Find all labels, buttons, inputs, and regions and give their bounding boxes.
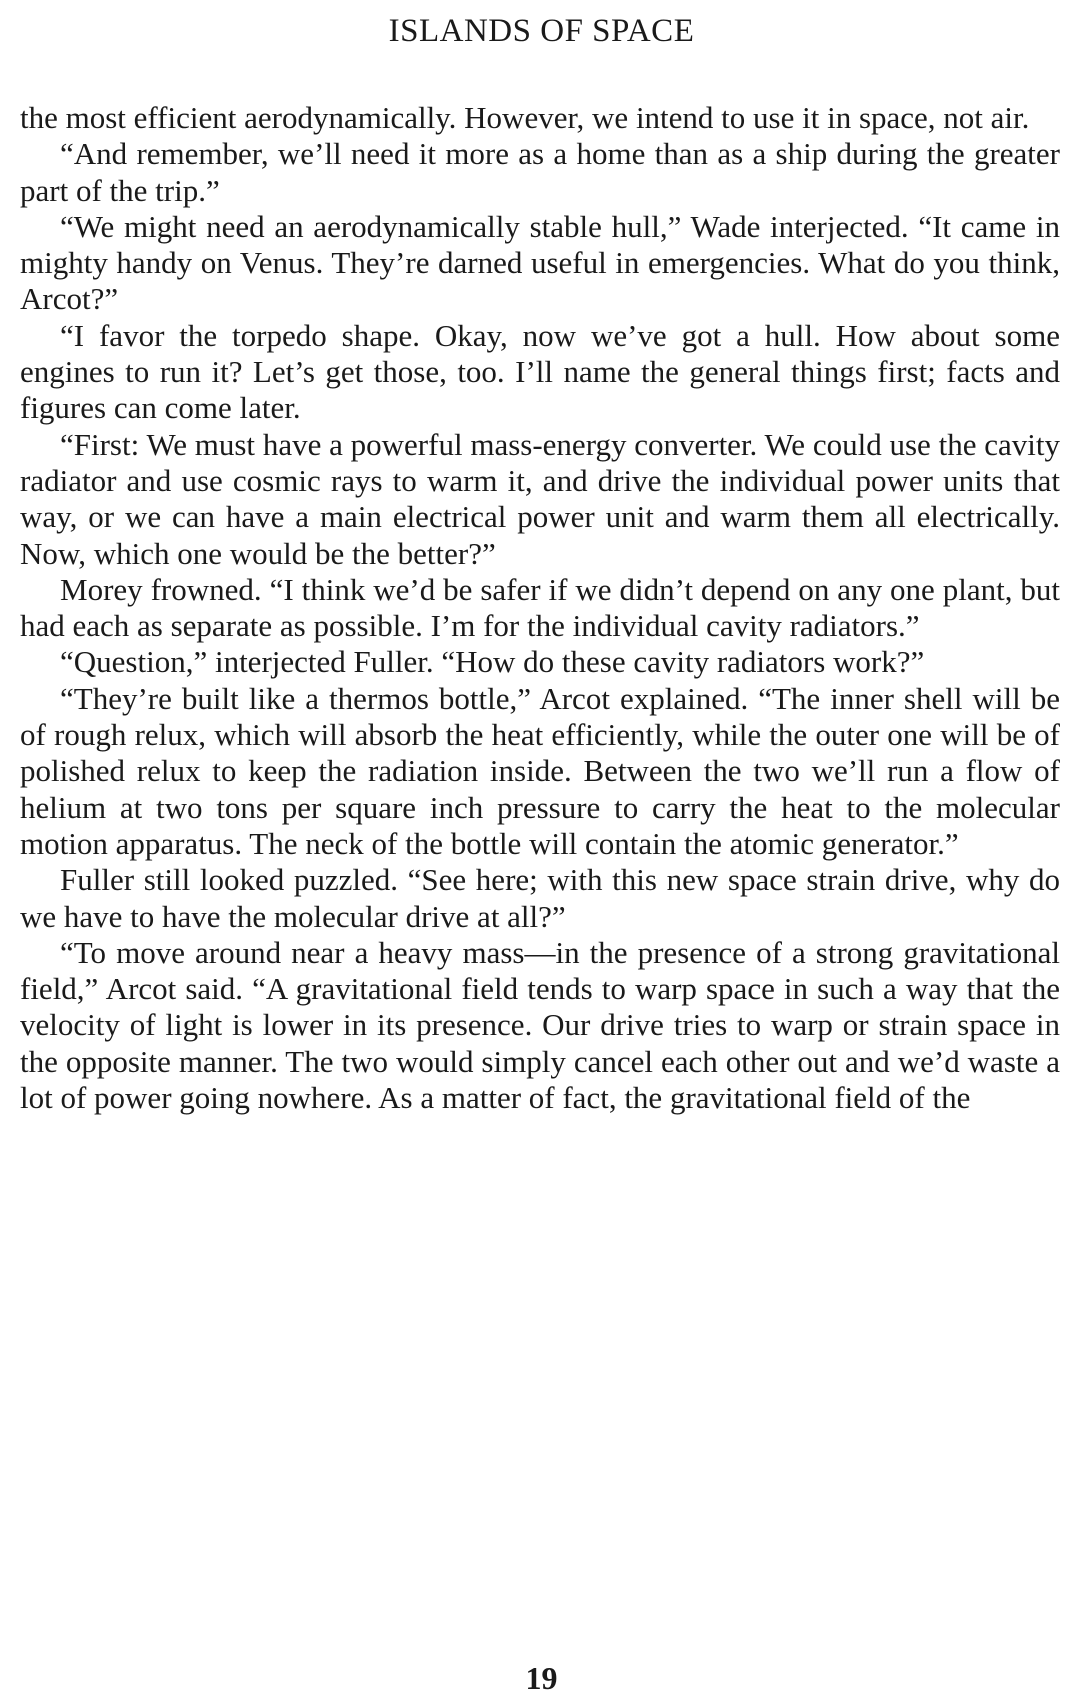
paragraph: “Question,” interjected Fuller. “How do these cavity radiators work?”	[60, 644, 925, 680]
body-text	[20, 100, 1060, 1116]
paragraph: “And remember, we’ll need it more as a home than as a ship during the greater part of the trip.”	[20, 136, 1060, 208]
paragraph: “To move around near a heavy mass—in the presence of a strong gravitational field,” Arcot said. “A gravitational field tends to warp space in such a way that the velocity of light is lower in its presence. Our drive tries to warp or strain space in the opposite manner. The two would simply cancel each other out and we’d waste a lot of power going nowhere. As a matter of fact, the gravitational field of the	[20, 934, 1060, 1116]
paragraph: “I favor the torpedo shape. Okay, now we’ve got a hull. How about some engines to run it? Let’s get those, too. I’ll name the general things first; facts and figures can come later.	[20, 317, 1060, 426]
paragraph: the most efficient aerodynamically. However, we intend to use it in space, not air.	[20, 100, 1030, 135]
paragraph: Morey frowned. “I think we’d be safer if we didn’t depend on any one plant, but had each as separate as possible. I’m for the individual cavity radiators.”	[20, 571, 1060, 644]
paragraph: “They’re built like a thermos bottle,” Arcot explained. “The inner shell will be of rough relux, which will absorb the heat efficiently, while the outer one will be of polished relux to keep the radiation inside. Between the two we’ll run a flow of helium at two tons per square inch pressure to carry the heat to the molecular motion apparatus. The neck of the bottle will contain the atomic generator.”	[20, 680, 1060, 861]
running-head: ISLANDS OF SPACE	[388, 13, 695, 49]
paragraph: “We might need an aerodynamically stable hull,” Wade interjected. “It came in mighty handy on Venus. They’re darned useful in emergencies. What do you think, Arcot?”	[20, 208, 1060, 317]
page-number: 19	[525, 1660, 558, 1696]
paragraph: Fuller still looked puzzled. “See here; with this new space strain drive, why do we have to have the molecular drive at all?”	[20, 862, 1060, 934]
paragraph: “First: We must have a powerful mass-energy converter. We could use the cavity radiator and use cosmic rays to warm it, and drive the individual power units that way, or we can have a main electrical power unit and warm them all electrically. Now, which one would be the better?”	[20, 426, 1060, 571]
